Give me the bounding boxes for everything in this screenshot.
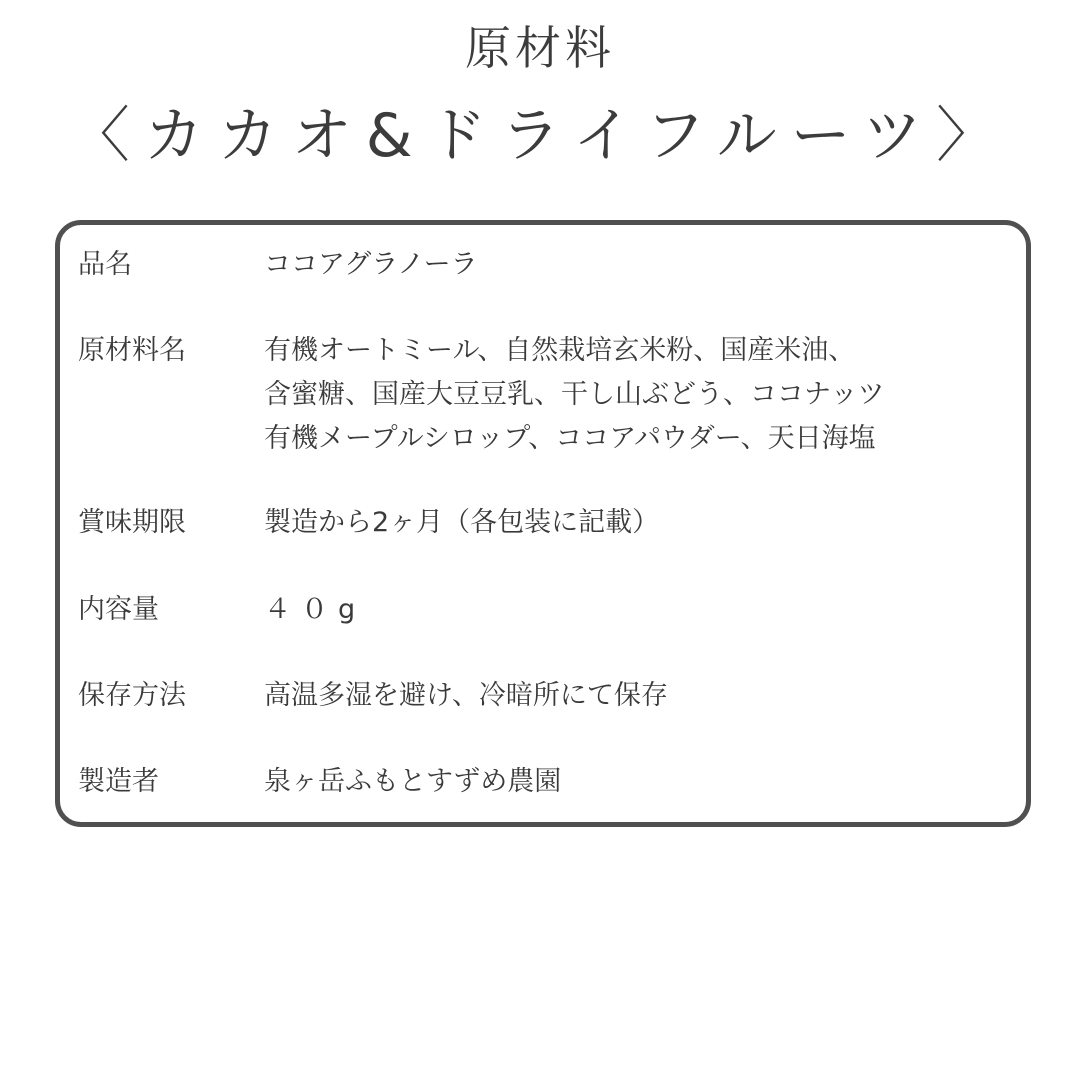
row-value-line: ４０g: [264, 594, 366, 625]
row-key: 原材料名: [78, 335, 186, 366]
product-subtitle: 〈カカオ&ドライフルーツ〉: [69, 101, 1011, 171]
row-value-line: ココアグラノーラ: [264, 249, 478, 280]
row-value-line: 有機メープルシロップ、ココアパウダー、天日海塩: [264, 423, 876, 454]
ingredients-label-table: [55, 220, 1031, 827]
row-value: [264, 760, 1004, 804]
row-value-line: 有機オートミール、自然栽培玄米粉、国産米油、: [264, 335, 856, 366]
row-key: 製造者: [78, 766, 159, 797]
row-key: 内容量: [78, 594, 159, 625]
row-value: [264, 674, 1004, 718]
page-title: 原材料: [465, 21, 615, 75]
row-value: [264, 243, 1004, 287]
row-key: 保存方法: [78, 680, 186, 711]
row-value: [264, 588, 1004, 632]
row-value-line: 高温多湿を避け、冷暗所にて保存: [264, 680, 668, 711]
row-value-line: 含蜜糖、国産大豆豆乳、干し山ぶどう、ココナッツ: [264, 379, 885, 410]
row-value-line: 製造から2ヶ月（各包装に記載）: [264, 507, 660, 538]
row-value: [264, 329, 1004, 461]
row-key: 品名: [78, 249, 132, 280]
row-value-line: 泉ヶ岳ふもとすずめ農園: [264, 766, 562, 797]
row-value: [264, 501, 1004, 545]
row-key: 賞味期限: [78, 507, 186, 538]
